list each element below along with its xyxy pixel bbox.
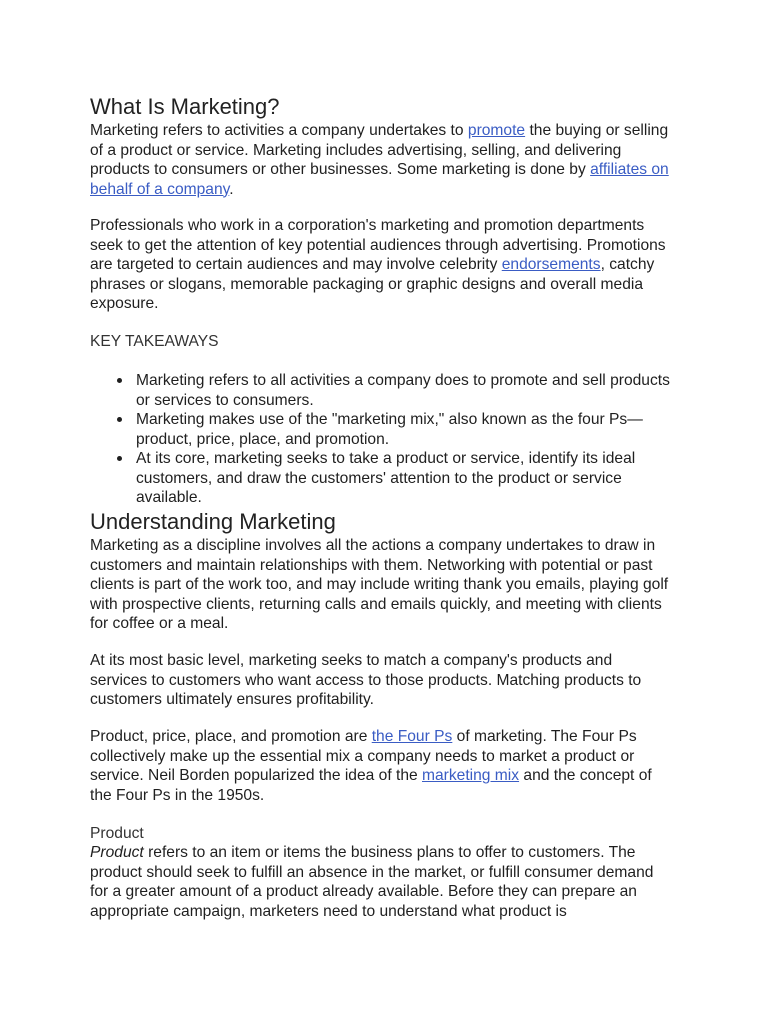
paragraph-text: . xyxy=(229,180,234,198)
paragraph-text: of marketing. The Four Ps collectively make up the essential mix a company needs to market a product or service. Neil Borden popularized the idea of the xyxy=(90,728,637,784)
link-four-ps[interactable]: the Four Ps xyxy=(371,728,453,745)
heading-what-is-marketing: What Is Marketing? xyxy=(90,94,280,119)
product-label: Product xyxy=(90,825,144,842)
paragraph-product xyxy=(90,843,670,921)
list-item: At its core, marketing seeks to take a product or service, identify its ideal customers, and draw the customers' attention to the product or service available. xyxy=(90,449,670,508)
paragraph-text: Professionals who work in a corporation's marketing and promotion departments seek to get the attention of key potential audiences through advertising. Promotions are targeted to certain audiences and may involve celebrity xyxy=(90,217,666,273)
product-term: Product xyxy=(90,844,144,861)
paragraph-basic-level: At its most basic level, marketing seeks to match a company's products and services to customers who want access to those products. Matching products to customers ultimately ensures profitability. xyxy=(90,652,642,708)
paragraph-discipline: Marketing as a discipline involves all the actions a company undertakes to draw in customers and maintain relationships with them. Networking with potential or past clients is part of the work too, and may include writing thank you emails, playing golf with prospective clients, returning calls and emails quickly, and meeting with clients for coffee or a meal. xyxy=(90,537,669,632)
paragraph-text: , catchy phrases or slogans, memorable packaging or graphic designs and overall media exposure. xyxy=(90,256,655,312)
key-takeaways-label: KEY TAKEAWAYS xyxy=(90,333,219,350)
link-promote[interactable]: promote xyxy=(467,122,526,139)
paragraph-text: refers to an item or items the business plans to offer to customers. The product should seek to fulfill an absence in the market, or fulfill consumer demand for a greater amount of a product already available. Before they can prepare an appropriate campaign, marketers need to understand what product is xyxy=(90,844,654,920)
paragraph-professionals xyxy=(90,216,670,314)
paragraph-text: Marketing refers to activities a company undertakes to xyxy=(90,122,468,139)
paragraph-four-ps xyxy=(90,727,670,805)
key-takeaways-list xyxy=(90,371,670,508)
link-affiliates[interactable]: affiliates on behalf of a company xyxy=(90,161,669,198)
paragraph-text: Product, price, place, and promotion are xyxy=(90,728,372,745)
link-marketing-mix[interactable]: marketing mix xyxy=(422,767,520,784)
paragraph-text: and the concept of the Four Ps in the 1950s. xyxy=(90,767,652,804)
list-item: Marketing refers to all activities a company does to promote and sell products or services to consumers. xyxy=(90,371,670,410)
paragraph-text: the buying or selling of a product or service. Marketing includes advertising, selling, and delivering products to consumers or other businesses. Some marketing is done by xyxy=(90,122,669,178)
paragraph-definition xyxy=(90,121,670,199)
heading-understanding-marketing: Understanding Marketing xyxy=(90,509,336,534)
list-item: Marketing makes use of the "marketing mix," also known as the four Ps—product, price, place, and promotion. xyxy=(90,410,670,449)
link-endorsements[interactable]: endorsements xyxy=(501,256,601,273)
